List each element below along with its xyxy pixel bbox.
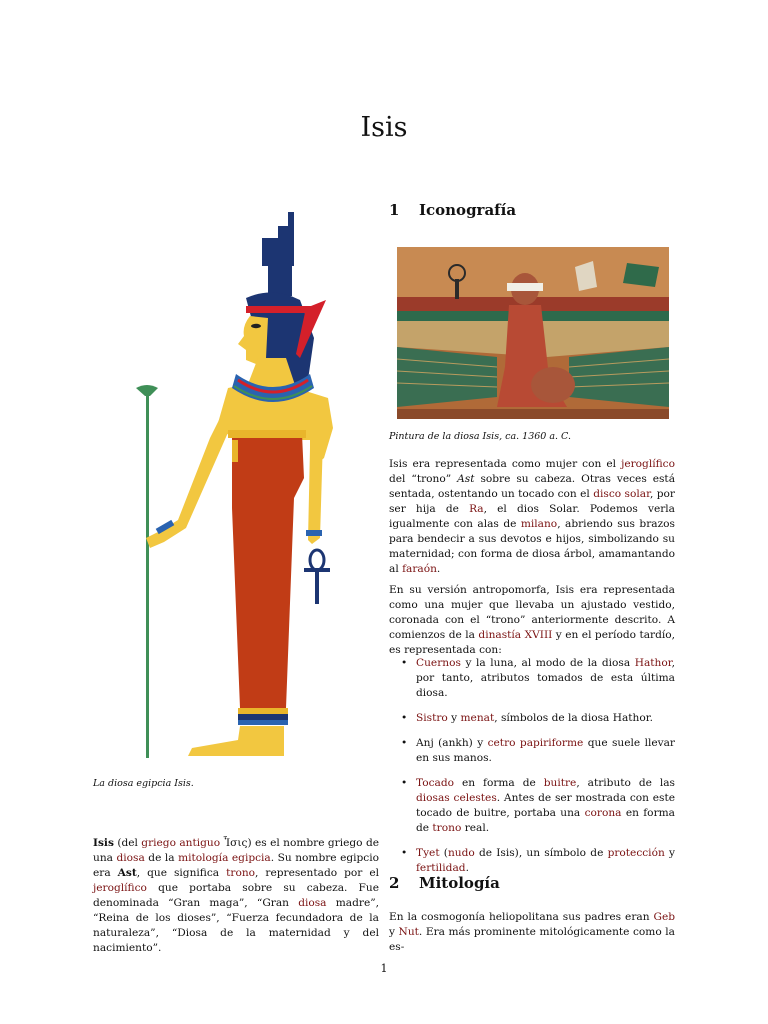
section-heading-mitologia (389, 874, 500, 892)
list-item (389, 776, 675, 836)
text-run: , abriendo sus brazos para bendecir a sus devotos e hijos, simbolizando su maternidad; con forma de diosa árbol, amamantando al (389, 518, 675, 575)
wiki-link[interactable]: Nut (398, 926, 419, 938)
wiki-link[interactable]: faraón (402, 563, 437, 575)
attribute-list (389, 656, 675, 876)
isis-figure-illustration (128, 208, 348, 768)
wiki-link[interactable]: jeroglífico (93, 882, 147, 894)
text-run: que suele llevar en sus manos. (416, 737, 675, 764)
text-run: en forma de (416, 807, 675, 834)
text-run: En su versión antropomorfa, Isis era representada como una mujer que llevaba un ajustado vestido, coronada con el “trono” anteriormente descrito. A comienzos de la (389, 584, 675, 641)
text-run: en forma de (454, 777, 544, 789)
wiki-link[interactable]: diosa (116, 852, 145, 864)
bold-term: Isis (93, 837, 114, 849)
text-run: (del (113, 837, 142, 849)
wiki-link[interactable]: fertilidad (416, 862, 466, 874)
wiki-link[interactable]: disco solar (593, 488, 650, 500)
wiki-link[interactable]: diosa (298, 897, 327, 909)
wiki-link[interactable]: menat (460, 712, 495, 724)
wiki-link[interactable]: Sistro (416, 712, 448, 724)
text-run: del “trono” (389, 473, 458, 485)
text-run: , el dios Solar. Podemos verla igualmente con alas de (389, 503, 675, 530)
text-run: En la cosmogonía heliopolitana sus padres eran (389, 911, 654, 923)
list-item (389, 711, 675, 726)
text-run: , símbolos de la diosa Hathor. (494, 712, 654, 724)
isis-painting-image (397, 247, 669, 419)
text-run: . Antes de ser mostrada con este tocado de buitre, portaba una (416, 792, 675, 819)
section1-body (389, 457, 675, 664)
list-item (389, 656, 675, 701)
wiki-link[interactable]: dinastía XVIII (478, 629, 553, 641)
wiki-link[interactable]: Ra (469, 503, 484, 515)
wiki-link[interactable]: jeroglífico (621, 458, 675, 470)
section-title: Mitología (419, 874, 500, 892)
text-run: madre”, “Reina de los dioses”, “Fuerza fecundadora de la naturaleza”, “Diosa de la maternidad y del nacimiento”. (93, 897, 379, 954)
figure-caption-left: La diosa egipcia Isis. (93, 778, 194, 789)
text-run: Anj (ankh) y (416, 737, 488, 749)
intro-paragraph (93, 836, 379, 956)
text-run: , atributo de las (576, 777, 675, 789)
wiki-link[interactable]: nudo (447, 847, 475, 859)
text-run: . Era más prominente mitológicamente como la es- (389, 926, 675, 953)
wiki-link[interactable]: Cuernos (416, 657, 461, 669)
section-number: 2 (389, 874, 400, 892)
text-run: y la luna, al modo de la diosa (460, 657, 635, 669)
text-run: y (664, 847, 675, 859)
section1-list-container (389, 656, 675, 886)
text-run: y (389, 926, 399, 938)
wiki-link[interactable]: buitre (543, 777, 577, 789)
text-run: , representado por el (255, 867, 379, 879)
wiki-link[interactable]: mitología egipcia (178, 852, 271, 864)
text-run: , por ser hija de (389, 488, 675, 515)
wiki-link[interactable]: corona (584, 807, 622, 819)
painting-caption: Pintura de la diosa Isis, ca. 1360 a. C. (389, 431, 572, 442)
bold-term: Ast (117, 867, 137, 879)
page-title: Isis (360, 112, 408, 143)
text-run: real. (461, 822, 490, 834)
section-title: Iconografía (419, 201, 517, 219)
wiki-link[interactable]: Tocado (416, 777, 455, 789)
text-run: de la (144, 852, 179, 864)
text-run: sobre su cabeza. Otras veces está sentada, ostentando un tocado con el (389, 473, 676, 500)
italic-term: Ast (457, 473, 475, 485)
wiki-link[interactable]: Geb (653, 911, 675, 923)
list-item (389, 846, 675, 876)
wiki-link[interactable]: diosas celestes (416, 792, 497, 804)
section2-body (389, 910, 675, 961)
text-run: . (436, 563, 441, 575)
page-number: 1 (380, 962, 388, 975)
wiki-link[interactable]: trono (226, 867, 256, 879)
text-run: Isis era representada como mujer con el (389, 458, 622, 470)
section1-paragraph-2 (389, 583, 675, 658)
wiki-link[interactable]: trono (432, 822, 462, 834)
text-run: y en el período tardío, es representada con: (389, 629, 675, 656)
text-run: Ἶσις) es el nombre griego de una (93, 837, 380, 864)
wiki-link[interactable]: Hathor (634, 657, 672, 669)
text-run: . (465, 862, 469, 874)
section-heading-iconografia (389, 201, 516, 219)
text-run: , que significa (136, 867, 227, 879)
wiki-link[interactable]: protección (607, 847, 665, 859)
section-number: 1 (389, 201, 400, 219)
text-run: ( (439, 847, 448, 859)
list-item (389, 736, 675, 766)
text-run: . Su nombre egipcio era (93, 852, 379, 879)
text-run: de Isis), un símbolo de (474, 847, 608, 859)
text-run: y (447, 712, 461, 724)
section1-paragraph-1 (389, 457, 675, 577)
section2-paragraph-1 (389, 910, 675, 955)
text-run: que portaba sobre su cabeza. Fue denominada “Gran maga”, “Gran (93, 882, 379, 909)
wiki-link[interactable]: Tyet (416, 847, 440, 859)
wiki-link[interactable]: griego antiguo (141, 837, 221, 849)
text-run: , por tanto, atributos tomados de esta última diosa. (416, 657, 675, 699)
wiki-link[interactable]: cetro papiriforme (487, 737, 584, 749)
wiki-link[interactable]: milano (520, 518, 558, 530)
